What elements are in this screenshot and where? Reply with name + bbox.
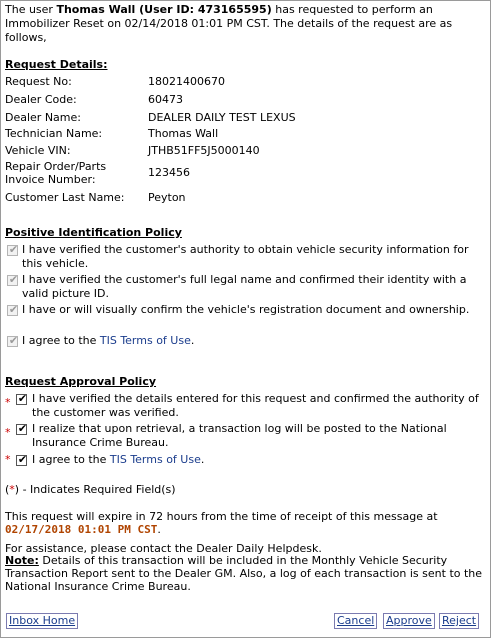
positive-policy-item [5,273,485,301]
technician-name-label: Technician Name: [5,127,103,140]
intro-text [5,3,485,45]
request-no-value: 18021400670 [148,75,225,88]
expiry-end: . [157,523,161,536]
positive-policy-item [5,334,485,348]
terms-suffix: . [190,334,195,347]
positive-policy-text: I have verified the customer's authority to obtain vehicle security information for this vehicle. [22,243,469,270]
positive-policy-item [5,303,485,331]
disabled-checkbox [7,336,18,347]
request-details-title: Request Details: [5,58,108,71]
positive-policy-title: Positive Identification Policy [5,226,182,239]
positive-policy-text: I have or will visually confirm the vehicle's registration document and ownership. [22,303,470,316]
tis-terms-link[interactable]: TIS Terms of Use [109,453,201,466]
note-text: Details of this transaction will be included in the Monthly Vehicle Security Transaction Report sent to the Dealer GM. Also, a log of each transaction is sent to the National Insurance Crime Bureau. [5,554,483,593]
vehicle-vin-label: Vehicle VIN: [5,144,71,157]
request-no-label: Request No: [5,75,72,88]
customer-last-name-label: Customer Last Name: [5,191,125,204]
disabled-checkbox [7,245,18,256]
cancel-button[interactable]: Cancel [334,613,377,629]
approval-policy-text: I have verified the details entered for this request and confirmed the authority of the customer was verified. [32,392,479,419]
required-field-note [5,483,485,496]
customer-last-name-value: Peyton [148,191,186,204]
positive-policy-terms [22,334,482,348]
reject-button[interactable]: Reject [439,613,479,629]
approval-policy-terms [32,453,482,467]
disabled-checkbox [7,275,18,286]
terms-suffix: . [200,453,205,466]
approval-checkbox-3[interactable] [16,455,27,466]
approve-button[interactable]: Approve [383,613,435,629]
positive-policy-item [5,243,485,271]
approval-checkbox-2[interactable] [16,424,27,435]
required-star: * [5,453,11,466]
tis-terms-link[interactable]: TIS Terms of Use [99,334,191,347]
vehicle-vin-value: JTHB51FF5J5000140 [148,144,260,157]
required-star: * [5,426,11,439]
approval-policy-item [5,422,485,450]
intro-prefix: The user [5,3,57,16]
intro-user: Thomas Wall (User ID: 473165595) [56,3,272,16]
dealer-name-label: Dealer Name: [5,111,81,124]
checkmark-icon: ✔ [8,303,19,316]
expiry-notice [5,510,485,536]
technician-name-value: Thomas Wall [148,127,219,140]
dealer-code-label: Dealer Code: [5,93,77,106]
disabled-checkbox [7,305,18,316]
dealer-code-value: 60473 [148,93,183,106]
required-star: * [5,396,11,409]
note-open-paren: ( [5,483,10,496]
checkmark-icon: ✔ [8,243,19,256]
checkmark-icon: ✔ [8,273,19,286]
approval-policy-title: Request Approval Policy [5,375,157,388]
positive-policy-text: I have verified the customer's full legal name and confirmed their identity with a valid picture ID. [22,273,467,300]
approval-policy-item [5,453,485,467]
approval-policy-item [5,392,485,420]
note-close-text: ) - Indicates Required Field(s) [14,483,176,496]
checkmark-icon: ✔ [8,334,19,347]
repair-order-value: 123456 [148,166,190,179]
terms-prefix: I agree to the [32,453,110,466]
inbox-home-button[interactable]: Inbox Home [6,613,78,629]
required-star: * [9,483,15,496]
expiry-date: 02/17/2018 01:01 PM CST [5,523,158,536]
note-paragraph [5,554,485,593]
expiry-text: This request will expire in 72 hours from the time of receipt of this message at [5,510,438,523]
assistance-text: For assistance, please contact the Dealer Daily Helpdesk. [5,542,322,555]
approval-checkbox-1[interactable] [16,394,27,405]
approval-policy-text: I realize that upon retrieval, a transaction log will be posted to the National Insurance Crime Bureau. [32,422,447,449]
checkmark-icon: ✔ [17,453,28,466]
terms-prefix: I agree to the [22,334,100,347]
intro-rest: has requested to perform an Immobilizer Reset on 02/14/2018 01:01 PM CST. The details of the request are as follows, [5,3,453,44]
note-label: Note: [5,554,39,567]
repair-order-label: Repair Order/Parts Invoice Number: [5,160,107,186]
dealer-name-value: DEALER DAILY TEST LEXUS [148,111,296,124]
checkmark-icon: ✔ [17,392,28,405]
checkmark-icon: ✔ [17,422,28,435]
